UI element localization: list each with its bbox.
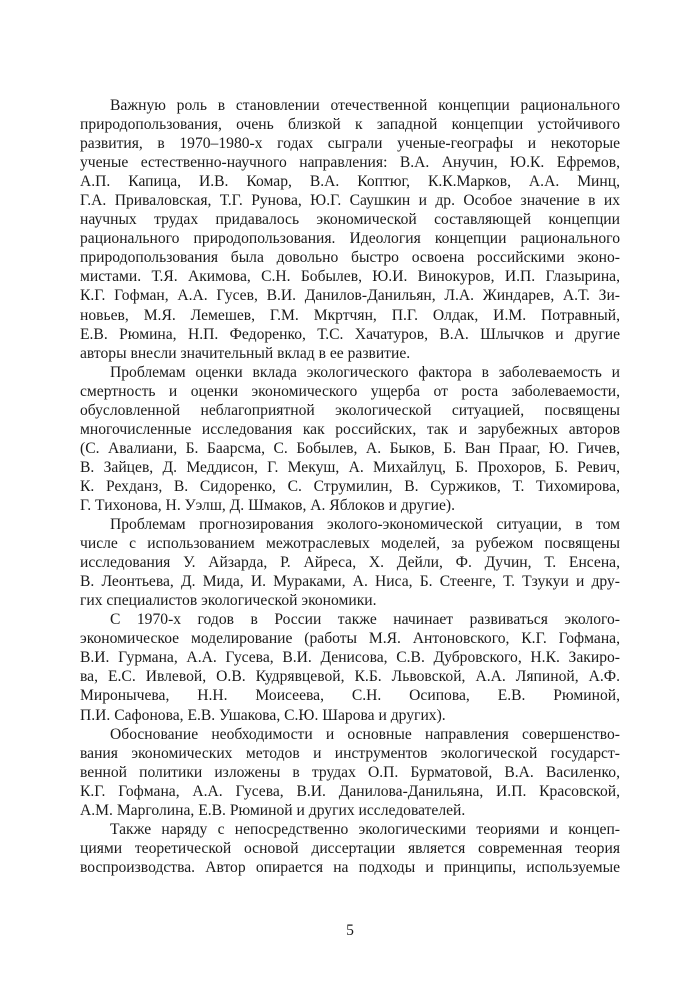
text-line: гих специалистов экологической экономики.: [80, 592, 377, 610]
text-line: мистами. Т.Я. Акимова, С.Н. Бобылев, Ю.И. Винокуров, И.П. Глазырина,: [80, 268, 620, 286]
text-line: природопользования, очень близкой к западной концепции устойчивого: [80, 116, 620, 134]
text-line: Г.А. Приваловская, Т.Г. Рунова, Ю.Г. Саушкин и др. Особое значение в их: [80, 192, 620, 210]
text-line: новьев, М.Я. Лемешев, Г.М. Мкртчян, П.Г. Олдак, И.М. Потравный,: [80, 306, 620, 324]
paragraph: [80, 725, 620, 820]
text-line: развития, в 1970–1980-х годах сыграли ученые-географы и некоторые: [80, 135, 620, 153]
paragraph: [80, 363, 620, 515]
text-line: смертность и оценки экономического ущерба от роста заболеваемости,: [80, 382, 620, 400]
text-line: экономическое моделирование (работы М.Я. Антоновского, К.Г. Гофмана,: [80, 630, 620, 648]
text-line: К.Г. Гофман, А.А. Гусев, В.И. Данилов-Данильян, Л.А. Жиндарев, А.Т. Зи-: [80, 287, 620, 305]
text-line: венной политики изложены в трудах О.П. Бурматовой, В.А. Василенко,: [80, 763, 620, 781]
text-line: Е.В. Рюмина, Н.П. Федоренко, Т.С. Хачатуров, В.А. Шлычков и другие: [80, 325, 620, 343]
text-line: С 1970-х годов в России также начинает развиваться эколого-: [110, 611, 620, 629]
page-number: 5: [346, 922, 354, 939]
text-line: ученые естественно-научного направления: В.А. Анучин, Ю.К. Ефремов,: [80, 154, 620, 172]
text-line: Миронычева, Н.Н. Моисеева, С.Н. Осипова, Е.В. Рюминой,: [80, 687, 620, 705]
text-line: числе с использованием межотраслевых моделей, за рубежом посвящены: [80, 535, 620, 553]
paragraph: [80, 96, 620, 363]
paragraph: [80, 515, 620, 610]
text-line: обусловленной неблагоприятной экологической ситуацией, посвящены: [80, 401, 620, 419]
text-line: рационального природопользования. Идеология концепции рационального: [80, 230, 620, 248]
paragraph: [80, 820, 620, 877]
text-line: ва, Е.С. Ивлевой, О.В. Кудрявцевой, К.Б. Львовской, А.А. Ляпиной, А.Ф.: [80, 668, 620, 686]
text-line: многочисленные исследования как российских, так и зарубежных авторов: [80, 420, 620, 438]
text-line: циями теоретической основой диссертации является современная теория: [80, 839, 620, 857]
text-line: авторы внесли значительный вклад в ее развитие.: [80, 344, 411, 362]
text-line: Также наряду с непосредственно экологическими теориями и концеп-: [110, 820, 620, 838]
text-line: П.И. Сафонова, Е.В. Ушакова, С.Ю. Шарова и других).: [80, 706, 446, 724]
text-line: (С. Авалиани, Б. Баарсма, С. Бобылев, А. Быков, Б. Ван Прааг, Ю. Гичев,: [80, 439, 620, 457]
text-line: Проблемам оценки вклада экологического фактора в заболеваемость и: [110, 363, 620, 381]
text-line: А.М. Марголина, Е.В. Рюминой и других исследователей.: [80, 801, 466, 819]
text-line: В. Зайцев, Д. Меддисон, Г. Мекуш, А. Михайлуц, Б. Прохоров, Б. Ревич,: [80, 458, 620, 476]
text-line: В. Леонтьева, Д. Мида, И. Мураками, А. Ниса, Б. Стеенге, Т. Тзукуи и дру-: [80, 573, 620, 591]
text-line: Обоснование необходимости и основные направления совершенство-: [110, 725, 620, 743]
text-line: Проблемам прогнозирования эколого-экономической ситуации, в том: [110, 516, 620, 534]
paragraph: [80, 610, 620, 724]
document-body: [80, 96, 620, 877]
text-line: А.П. Капица, И.В. Комар, В.А. Коптюг, К.К.Марков, А.А. Минц,: [80, 173, 620, 191]
text-line: научных трудах придавалось экономической составляющей концепции: [80, 211, 620, 229]
text-line: воспроизводства. Автор опирается на подходы и принципы, используемые: [80, 858, 620, 876]
text-line: К.Г. Гофмана, А.А. Гусева, В.И. Данилова-Данильяна, И.П. Красовской,: [80, 782, 620, 800]
text-line: Важную роль в становлении отечественной концепции рационального: [110, 97, 620, 114]
text-line: вания экономических методов и инструментов экологической государст-: [80, 744, 620, 762]
text-line: К. Рехданз, В. Сидоренко, С. Струмилин, В. Суржиков, Т. Тихомирова,: [80, 477, 620, 495]
text-line: В.И. Гурмана, А.А. Гусева, В.И. Денисова, С.В. Дубровского, Н.К. Закиро-: [80, 649, 620, 667]
text-line: природопользования была довольно быстро освоена российскими эконо-: [80, 249, 620, 267]
text-line: Г. Тихонова, Н. Уэлш, Д. Шмаков, А. Яблоков и другие).: [80, 496, 455, 514]
text-line: исследования У. Айзарда, Р. Айреса, Х. Дейли, Ф. Дучин, Т. Енсена,: [80, 554, 620, 572]
